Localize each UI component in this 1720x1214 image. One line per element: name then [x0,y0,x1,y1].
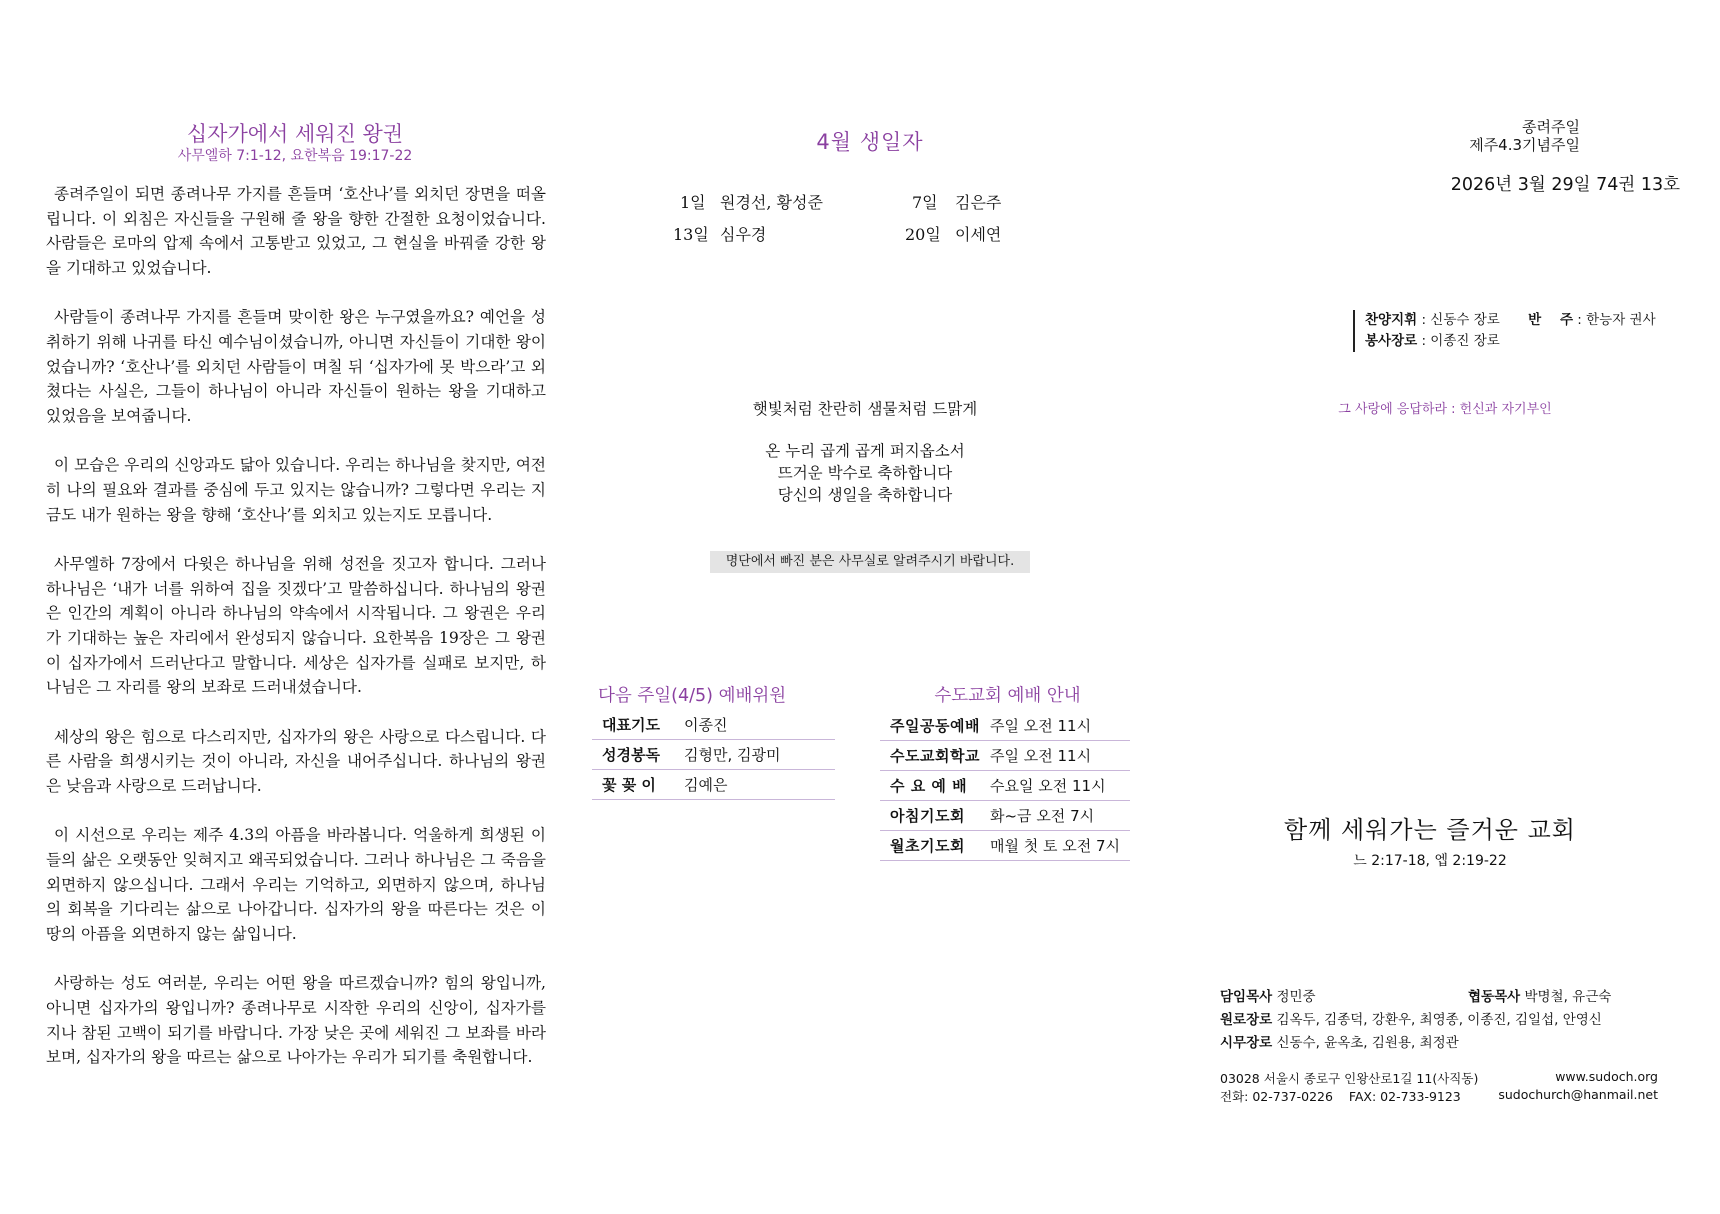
sermon-title: 십자가에서 세워진 왕권 [186,122,404,146]
birthday-poem-line: 당신의 생일을 축하합니다 [777,486,953,504]
sermon-paragraph: 이 시선으로 우리는 제주 4.3의 아픔을 바라봅니다. 억울하게 희생된 이들의 삶은 오랫동안 잊혀지고 왜곡되었습니다. 그러나 하나님은 그 죽음을 외면하지 않으십니다. 그래서 우리는 기억하고, 외면하지 않으며, 하나님의 회복을 기다리는 삶으로 나아갑니다. 십자가의 왕을 따른다는 것은 이 땅의 아픔을 외면하지 않는 삶입니다. [46,826,546,943]
sunday-name: 종려주일 [1522,118,1580,136]
accompanist-name: : 한능자 권사 [1577,312,1656,328]
table-row [880,711,1130,741]
table-row [880,771,1130,801]
service-name: 아침기도회 [880,801,990,831]
table-row [592,770,835,800]
emeritus-elders-names: 김옥두, 김종덕, 강환우, 최영종, 이종진, 김일섭, 안영신 [1276,1012,1602,1028]
sermon-paragraph: 이 모습은 우리의 신앙과도 닮아 있습니다. 우리는 하나님을 찾지만, 여전히 나의 필요와 결과를 중심에 두고 있지는 않습니까? 그렇다면 우리는 지금도 내가 원하는 왕을 향해 ‘호산나’를 외치고 있는지도 모릅니다. [46,456,546,524]
worship-guide-table [880,711,1130,861]
role-name: 이종진 [684,710,835,740]
senior-pastor-label: 담임목사 [1220,989,1273,1005]
staff-row [1220,985,1316,1005]
service-name: 수 요 예 배 [880,771,990,801]
choir-label: 찬양지휘 [1365,312,1418,328]
service-time: 주일 오전 11시 [990,741,1130,771]
service-roles [1353,310,1656,352]
service-time: 주일 오전 11시 [990,711,1130,741]
sermon-paragraph: 사무엘하 7장에서 다윗은 하나님을 위해 성전을 짓고자 합니다. 그러나 하나님은 ‘내가 너를 위하여 집을 짓겠다’고 말씀하십니다. 하나님의 왕권은 인간의 계획이 아니라 하나님의 약속에서 시작됩니다. 그 왕권은 우리가 기대하는 높은 자리에서 완성되지 않습니다. 요한복음 19장은 그 왕권이 십자가에서 드러난다고 말합니다. 세상은 십자가를 실패로 보지만, 하나님은 그 자리를 왕의 보좌로 드러내셨습니다. [46,555,546,697]
sermon-body [46,182,546,1095]
monthly-theme: 그 사랑에 응답하라 : 헌신과 자기부인 [1338,402,1552,417]
role-label: 대표기도 [592,710,684,740]
birthday-poem [700,440,1030,506]
birthday-names: 김은주 [955,193,1002,212]
birthday-day: 1일 [680,193,706,212]
associate-pastor-label: 협동목사 [1468,989,1521,1005]
table-row [880,741,1130,771]
active-elders-names: 신동수, 윤옥초, 김원용, 최정관 [1276,1035,1459,1051]
birthday-names: 원경선, 황성준 [720,193,823,212]
sermon-paragraph: 사람들이 종려나무 가지를 흔들며 맞이한 왕은 누구였을까요? 예언을 성취하기 위해 나귀를 타신 예수님이셨습니까, 아니면 자신들이 기대한 왕이었습니까? ‘호산나’를 외치던 사람들이 며칠 뒤 ‘십자가에 못 박으라’고 외쳤다는 사실은, 그들이 하나님이 아니라 자신들이 원하는 왕을 기대하고 있었음을 보여줍니다. [46,308,546,425]
staff-row [1468,985,1611,1005]
service-elder-name: : 이종진 장로 [1421,333,1500,349]
issue-date: 2026년 3월 29일 74권 13호 [1450,175,1680,195]
birthday-day: 20일 [905,225,941,244]
service-elder-label: 봉사장로 [1365,333,1418,349]
birthday-title: 4월 생일자 [816,130,924,154]
table-row [592,710,835,740]
next-week-table [592,710,835,800]
birthday-poem-line: 뜨거운 박수로 축하합니다 [777,464,953,482]
birthday-names: 이세연 [955,225,1002,244]
church-motto: 함께 세워가는 즐거운 교회 [1284,816,1576,844]
next-week-title: 다음 주일(4/5) 예배위원 [598,686,787,706]
choir-name: : 신동수 장로 [1421,312,1500,328]
service-name: 수도교회학교 [880,741,990,771]
birthday-notice: 명단에서 빠진 분은 사무실로 알려주시기 바랍니다. [710,551,1030,573]
staff-row [1220,1008,1602,1028]
table-row [592,740,835,770]
sunday-subtitle: 제주4.3기념주일 [1469,136,1580,154]
motto-verse: 느 2:17-18, 엡 2:19-22 [1353,853,1507,869]
church-phone: 전화: 02-737-0226 FAX: 02-733-9123 [1220,1089,1461,1104]
active-elders-label: 시무장로 [1220,1035,1273,1051]
church-email[interactable]: sudochurch@hanmail.net [1498,1087,1658,1102]
emeritus-elders-label: 원로장로 [1220,1012,1273,1028]
sermon-paragraph: 세상의 왕은 힘으로 다스리지만, 십자가의 왕은 사랑으로 다스립니다. 다른 사람을 희생시키는 것이 아니라, 자신을 내어주십니다. 하나님의 왕권은 낮음과 사랑으로 드러납니다. [46,727,546,795]
senior-pastor-name: 정민중 [1276,989,1316,1005]
church-website[interactable]: www.sudoch.org [1555,1069,1658,1084]
role-name: 김형만, 김광미 [684,740,835,770]
service-time: 수요일 오전 11시 [990,771,1130,801]
service-time: 화~금 오전 7시 [990,801,1130,831]
birthday-poem-line: 햇빛처럼 찬란히 샘물처럼 드맑게 [752,400,978,418]
role-label: 성경봉독 [592,740,684,770]
sermon-paragraph: 사랑하는 성도 여러분, 우리는 어떤 왕을 따르겠습니까? 힘의 왕입니까, 아니면 십자가의 왕입니까? 종려나무로 시작한 우리의 신앙이, 십자가를 지나 참된 고백이 되기를 바랍니다. 가장 낮은 곳에 세워진 그 보좌를 바라보며, 십자가의 왕을 따르는 삶으로 나아가는 우리가 되기를 축원합니다. [46,974,546,1067]
service-time: 매월 첫 토 오전 7시 [990,831,1130,861]
role-name: 김예은 [684,770,835,800]
birthday-poem-line: 온 누리 곱게 곱게 퍼지옵소서 [765,442,965,460]
sermon-paragraph: 종려주일이 되면 종려나무 가지를 흔들며 ‘호산나’를 외치던 장면을 떠올립니다. 이 외침은 자신들을 구원해 줄 왕을 향한 간절한 요청이었습니다. 사람들은 로마의 압제 속에서 고통받고 있었고, 그 현실을 바꿔줄 강한 왕을 기대하고 있었습니다. [46,185,546,277]
role-label: 꽃 꽂 이 [592,770,684,800]
service-name: 주일공동예배 [880,711,990,741]
table-row [880,801,1130,831]
table-row [880,831,1130,861]
birthday-names: 심우경 [720,225,767,244]
staff-row [1220,1031,1459,1051]
accompanist-label: 반 주 [1528,312,1573,328]
service-name: 월초기도회 [880,831,990,861]
sermon-reference: 사무엘하 7:1-12, 요한복음 19:17-22 [177,148,413,164]
church-address: 03028 서울시 종로구 인왕산로1길 11(사직동) [1220,1071,1479,1086]
worship-guide-title: 수도교회 예배 안내 [934,686,1081,706]
birthday-day: 13일 [673,225,709,244]
associate-pastor-names: 박명철, 유근숙 [1524,989,1612,1005]
birthday-day: 7일 [912,193,938,212]
